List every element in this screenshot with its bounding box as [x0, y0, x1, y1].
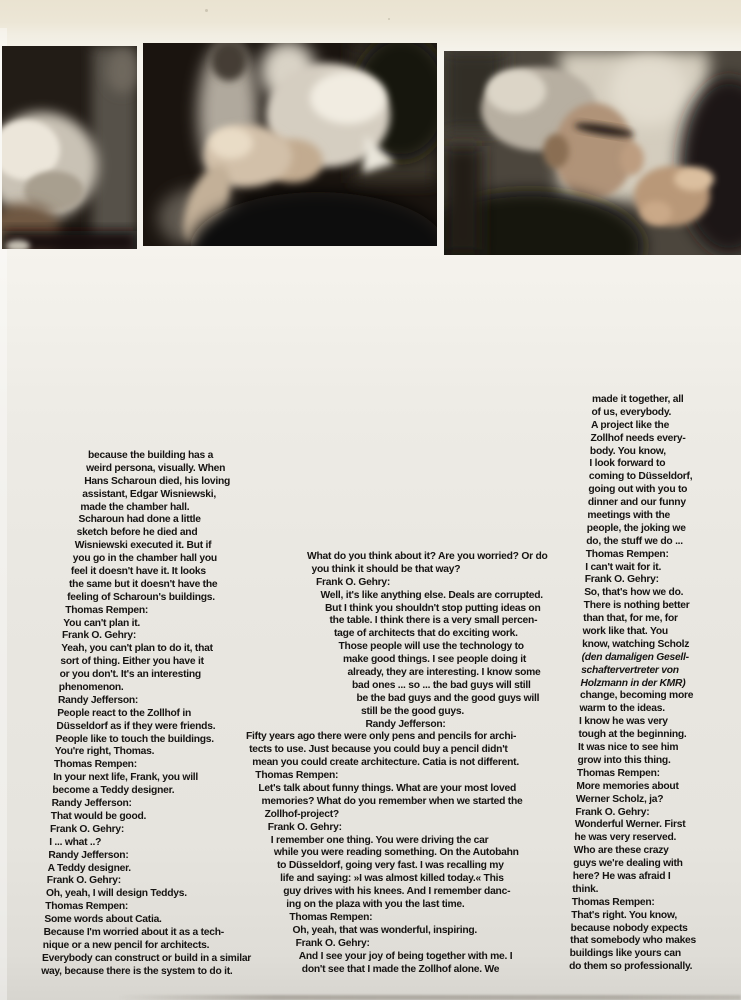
text-line: Well, it's like anything else. Deals are corrupted. [320, 589, 543, 601]
text-line: Wonderful Werner. First [574, 819, 686, 831]
text-line: than that, for me, for [583, 613, 678, 625]
text-line: Thomas Rempen: [571, 896, 655, 908]
text-line: Thomas Rempen: [585, 548, 669, 560]
text-line: feeling of Scharoun's buildings. [67, 591, 215, 603]
text-line: meetings with the [587, 510, 671, 522]
text-line: or you don't. It's an interesting [59, 669, 201, 681]
text-line: Because I'm worried about it as a tech- [43, 926, 224, 938]
interview-column-right [569, 394, 741, 974]
interview-column-middle [246, 551, 576, 976]
text-line: coming to Düsseldorf, [588, 471, 693, 483]
text-line: Frank O. Gehry: [584, 574, 659, 586]
text-line: Those people will use the technology to [338, 641, 524, 653]
text-block [246, 551, 576, 731]
text-line: he was very reserved. [574, 832, 677, 844]
text-line: guys we're dealing with [573, 858, 683, 870]
text-line: going out with you to [588, 484, 688, 496]
text-line: People like to touch the buildings. [55, 733, 214, 745]
text-line: weird persona, visually. When [86, 462, 226, 474]
text-line: made it together, all [592, 394, 684, 405]
text-line: Zollhof needs every- [590, 432, 686, 444]
text-line: Thomas Rempen: [289, 911, 373, 923]
text-line: the same but it doesn't have the [69, 578, 218, 590]
scan-speck [205, 9, 208, 12]
text-line: Who are these crazy [573, 845, 669, 857]
text-line: Frank O. Gehry: [62, 630, 137, 642]
text-block [246, 731, 576, 976]
bw-photo-right [444, 51, 741, 255]
text-line: Thomas Rempen: [576, 767, 660, 779]
text-line: while you were reading something. On the Autobahn [273, 847, 519, 859]
text-line: Everybody can construct or build in a similar [42, 952, 252, 964]
text-line: I know he was very [579, 716, 668, 728]
text-line: A project like the [590, 419, 670, 431]
text-line: Yeah, you can't plan to do it, that [61, 643, 213, 655]
text-line: body. You know, [589, 445, 666, 457]
text-line: because the building has a [88, 450, 214, 461]
text-line: the table. I think there is a very small percen- [329, 615, 538, 627]
text-line: don't see that I made the Zollhof alone. We [301, 963, 500, 975]
text-line: assistant, Edgar Wisniewski, [82, 488, 216, 500]
text-line: work like that. You [582, 626, 668, 638]
text-line: life and saying: »I was almost killed today.« This [280, 873, 504, 885]
text-line: Werner Scholz, ja? [575, 793, 664, 805]
text-line: I look forward to [589, 458, 666, 470]
text-line: Frank O. Gehry: [46, 875, 121, 887]
text-line: People react to the Zollhof in [57, 707, 191, 719]
text-line: already, they are interesting. I know some [347, 667, 541, 679]
text-line: Fifty years ago there were only pens and pencils for archi- [246, 731, 517, 743]
text-line: Let's talk about funny things. What are your most loved [258, 783, 516, 795]
text-line: It was nice to see him [577, 742, 679, 754]
text-line: you go in the chamber hall you [72, 553, 217, 565]
text-line: change, becoming more [580, 690, 694, 702]
text-line: That would be good. [50, 810, 147, 822]
text-line: Frank O. Gehry: [295, 937, 370, 949]
bw-photo-center [143, 43, 437, 246]
text-line: made the chamber hall. [80, 501, 190, 513]
text-line: schaftervertreter von [581, 664, 679, 676]
text-line: Thomas Rempen: [45, 901, 129, 913]
text-line: Randy Jefferson: [51, 798, 132, 810]
text-line: That's right. You know, [571, 909, 677, 921]
text-line: And I see your joy of being together with me. I [298, 950, 513, 962]
page-bottom-shadow [118, 995, 741, 1000]
text-line: mean you could create architecture. Catia is not different. [252, 757, 519, 769]
text-line: Zollhof-project? [264, 808, 339, 820]
text-line: guy drives with his knees. And I remember danc- [283, 886, 511, 898]
text-line: Wisniewski executed it. But if [74, 540, 212, 552]
text-line: tough at the beginning. [578, 729, 687, 741]
text-line: you think it should be that way? [311, 563, 461, 575]
text-line: phenomenon. [58, 682, 124, 694]
text-line: Oh, yeah, I will design Teddys. [46, 888, 187, 900]
text-line: to Düsseldorf, going very fast. I was recalling my [277, 860, 504, 872]
text-line: Oh, yeah, that was wonderful, inspiring. [292, 924, 478, 936]
text-line: know, watching Scholz [582, 638, 690, 650]
text-line: Thomas Rempen: [65, 604, 149, 616]
text-line: (den damaligen Gesell- [581, 651, 689, 663]
text-line: become a Teddy designer. [52, 785, 175, 797]
text-line: grow into this thing. [577, 754, 671, 766]
text-line: be the bad guys and the good guys will [356, 692, 540, 704]
text-line: I remember one thing. You were driving the car [270, 834, 489, 846]
text-line: dinner and our funny [587, 497, 686, 509]
text-line: I can't wait for it. [585, 561, 662, 573]
text-line: because nobody expects [570, 922, 688, 934]
text-line: But I think you shouldn't stop putting ideas on [325, 602, 541, 614]
text-line: make good things. I see people doing it [343, 654, 527, 666]
text-line: Some words about Catia. [44, 914, 162, 926]
text-line: ing on the plaza with you the last time. [286, 899, 465, 911]
text-line: Thomas Rempen: [54, 759, 137, 771]
text-line: sketch before he died and [76, 527, 198, 539]
text-line: A Teddy designer. [47, 862, 131, 874]
text-line: here? He was afraid I [572, 870, 671, 882]
text-line: memories? What do you remember when we started the [261, 795, 523, 807]
text-line: do them so professionally. [569, 961, 693, 973]
bw-photo-left-crop [2, 46, 137, 249]
text-line: Holzmann in der KMR) [580, 677, 686, 689]
text-line: Randy Jefferson: [48, 849, 129, 861]
text-line: Thomas Rempen: [255, 770, 339, 782]
text-line: bad ones ... so ... the bad guys will still [352, 679, 531, 691]
text-line: Hans Scharoun died, his loving [84, 475, 231, 487]
text-line: think. [572, 883, 599, 895]
text-line: Frank O. Gehry: [316, 576, 391, 588]
text-line: of us, everybody. [591, 406, 672, 418]
text-line: tage of architects that do exciting work. [334, 628, 518, 640]
text-line: that somebody who makes [570, 935, 697, 947]
text-line: feel it doesn't have it. It looks [70, 566, 206, 578]
text-line: Frank O. Gehry: [267, 821, 342, 833]
text-line: You can't plan it. [63, 617, 141, 629]
scan-speck [388, 18, 390, 20]
text-line: Randy Jefferson: [365, 718, 446, 730]
text-line: Frank O. Gehry: [575, 806, 650, 818]
text-line: sort of thing. Either you have it [60, 656, 204, 668]
text-line: people, the joking we [586, 522, 686, 534]
text-block [569, 394, 741, 974]
text-line: Düsseldorf as if they were friends. [56, 720, 216, 732]
text-line: do, the stuff we do ... [586, 535, 683, 547]
text-line: tects to use. Just because you could buy a pencil didn't [249, 744, 508, 756]
text-line: I ... what ..? [49, 836, 102, 848]
text-line: buildings like yours can [569, 948, 681, 960]
text-line: warm to the ideas. [579, 703, 665, 715]
text-line: What do you think about it? Are you worried? Or do [307, 551, 548, 562]
text-line: There is nothing better [583, 600, 690, 612]
text-line: So, that's how we do. [584, 587, 684, 599]
text-line: More memories about [576, 780, 679, 792]
text-line: In your next life, Frank, you will [53, 772, 199, 784]
text-line: Scharoun had done a little [78, 514, 201, 526]
text-line: nique or a new pencil for architects. [42, 939, 210, 951]
text-line: Randy Jefferson: [58, 694, 139, 706]
text-line: still be the good guys. [361, 705, 464, 717]
text-line: way, because there is the system to do it. [41, 965, 233, 977]
text-line: You're right, Thomas. [54, 746, 155, 758]
text-line: Frank O. Gehry: [50, 823, 125, 835]
